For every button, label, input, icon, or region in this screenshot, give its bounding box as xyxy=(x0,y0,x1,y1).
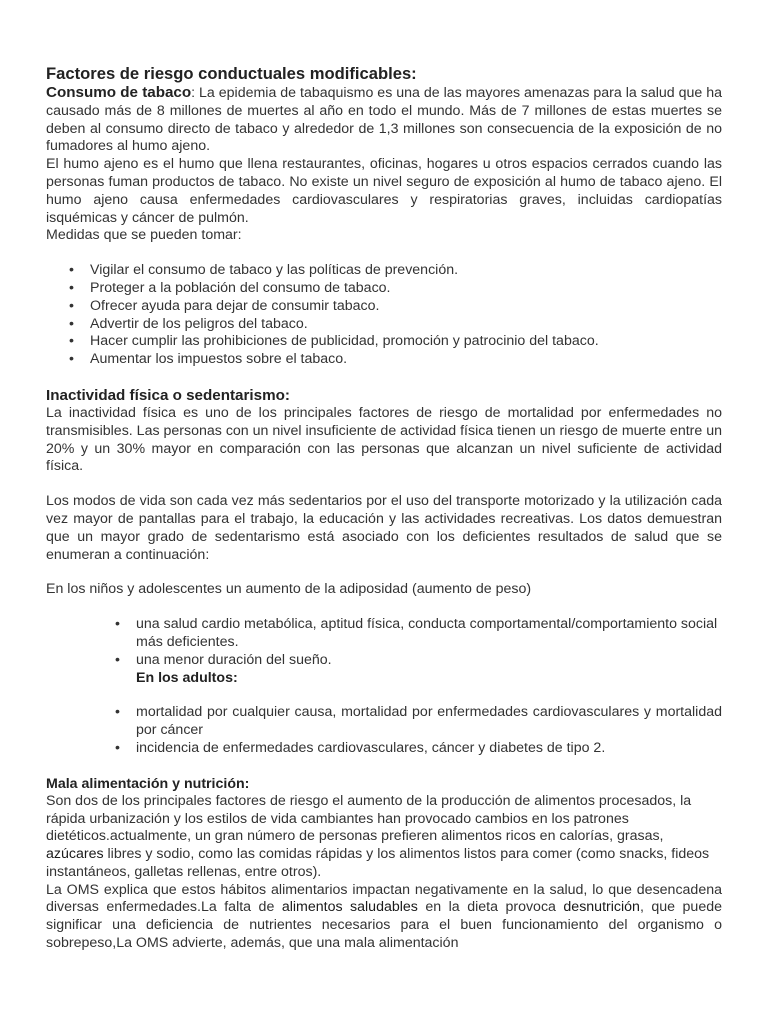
adult-effects-list xyxy=(46,704,722,757)
list-item: • Ofrecer ayuda para dejar de consumir tabaco. xyxy=(90,298,722,316)
list-item: • una menor duración del sueño. xyxy=(136,652,722,670)
list-item: • Advertir de los peligros del tabaco. xyxy=(90,316,722,334)
section-heading-behavioral-risk: Factores de riesgo conductuales modificables: xyxy=(46,64,417,83)
list-item: • Aumentar los impuestos sobre el tabaco. xyxy=(90,351,722,369)
section-heading-inactivity: Inactividad física o sedentarismo: xyxy=(46,386,290,404)
who-text: en la dieta provoca xyxy=(417,899,564,916)
children-paragraph: En los niños y adolescentes un aumento de la adiposidad (aumento de peso) xyxy=(46,581,532,598)
nutrition-text: Son dos de los principales factores de riesgo el aumento de la producción de alimentos procesados, la rápida urbanización y los estilos de vida cambiantes han provocado cambios en los patrones dietéticos.actualmente, un gran número de personas prefieren alimentos ricos en calorías, grasas, xyxy=(46,792,692,845)
tobacco-paragraph xyxy=(46,84,722,156)
who-text: , que puede significar una deficiencia de nutrientes necesarios para el buen funcionamiento del organismo o sobrepeso,La OMS advierte, además, que una mala alimentación xyxy=(46,899,722,952)
children-effects-list xyxy=(46,616,722,669)
malnutrition-link[interactable]: desnutrición xyxy=(563,899,640,916)
nutrition-paragraph xyxy=(46,793,722,882)
secondhand-smoke-paragraph: El humo ajeno es el humo que llena restaurantes, oficinas, hogares u otros espacios cerrados cuando las personas fuman productos de tabaco. No existe un nivel seguro de exposición al humo de tabaco ajeno. El humo ajeno causa enfermedades cardiovasculares y respiratorias graves, incluidas cardiopatías isquémicas y cáncer de pulmón. xyxy=(46,156,722,226)
inactivity-paragraph: La inactividad física es uno de los principales factores de riesgo de mortalidad por enfermedades no transmisibles. Las personas con un nivel insuficiente de actividad física tienen un riesgo de muerte entre un 20% y un 30% mayor en comparación con las personas que alcanzan un nivel suficiente de actividad física. xyxy=(46,404,722,475)
list-item: • Hacer cumplir las prohibiciones de publicidad, promoción y patrocinio del tabaco. xyxy=(90,333,722,351)
who-text: La OMS explica que estos hábitos alimentarios impactan negativamente en la salud, lo que desencadena diversas enfermedades.La falta de xyxy=(46,881,722,916)
sedentary-paragraph: Los modos de vida son cada vez más sedentarios por el uso del transporte motorizado y la utilización cada vez mayor de pantallas para el trabajo, la educación y las actividades recreativas. Los datos demuestran que un mayor grado de sedentarismo está asociado con los deficientes resultados de salud que se enumeran a continuación: xyxy=(46,493,722,563)
sugars-link[interactable]: azúcares xyxy=(46,846,104,863)
tobacco-lead-text: : La epidemia de tabaquismo es una de las mayores amenazas para la salud que ha causado más de 8 millones de muertes al año en todo el mundo. Más de 7 millones de estas muertes se deben al consumo directo de tabaco y alrededor de 1,3 millones son consecuencia de la exposición de no fumadores al humo ajeno. xyxy=(46,85,722,155)
section-heading-nutrition: Mala alimentación y nutrición: xyxy=(46,775,250,792)
list-item: • incidencia de enfermedades cardiovasculares, cáncer y diabetes de tipo 2. xyxy=(136,740,722,758)
list-item: • mortalidad por cualquier causa, mortalidad por enfermedades cardiovasculares y mortalidad por cáncer xyxy=(136,704,722,740)
list-item: • Vigilar el consumo de tabaco y las políticas de prevención. xyxy=(90,262,722,280)
document-body xyxy=(46,64,722,953)
nutrition-text: libres y sodio, como las comidas rápidas y los alimentos listos para comer (como snacks, fideos instantáneos, galletas rellenas, entre otros). xyxy=(46,846,710,880)
who-paragraph xyxy=(46,882,722,953)
adults-subheading: En los adultos: xyxy=(136,669,238,686)
healthy-foods-link[interactable]: alimentos saludables xyxy=(281,899,418,916)
tobacco-lead-label: Consumo de tabaco xyxy=(46,84,192,101)
tobacco-measures-list xyxy=(46,262,722,369)
measures-intro: Medidas que se pueden tomar: xyxy=(46,227,242,244)
list-item: • una salud cardio metabólica, aptitud física, conducta comportamental/comportamiento social más deficientes. xyxy=(136,616,722,652)
list-item: • Proteger a la población del consumo de tabaco. xyxy=(90,280,722,298)
